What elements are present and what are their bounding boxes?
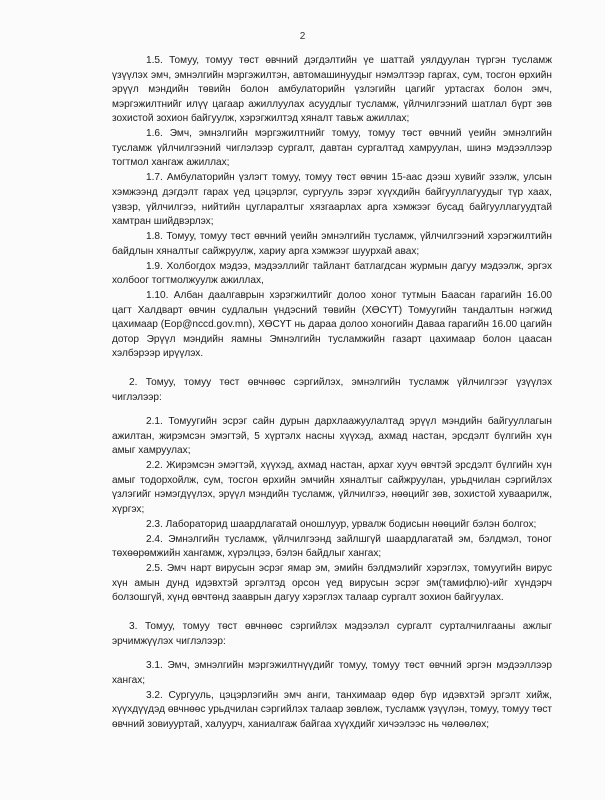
document-body <box>112 54 552 733</box>
paragraph: 3.2. Сургууль, цэцэрлэгийн эмч анги, танхимаар өдөр бүр идэвхтэй эргэлт хийж, хүүхдүүдэд өвчнөөс урьдчилан сэргийлэх талаар зөвлөж, тусламж үзүүлэн, томуу, томуу төст өвчний зовиууртай, халуурч, ханиалгаж байгаа хүүхдийг хичээлээс нь чөлөөлөх; <box>112 689 552 730</box>
paragraph: 1.5. Томуу, томуу төст өвчний дэгдэлтийн үе шаттай уялдуулан түргэн тусламж үзүүлэх эмч, эмнэлгийн мэргэжилтэн, автомашинуудыг нэмэлтээр гаргах, сум, тосгон өрхийн эрүүл мэндийн төвийн болон амбулаторийн үзлэгийн цагийг уртасгах болон эмч, мэргэжилтнийг илүү цагаар ажиллуулах асуудлыг тусламж, үйлчилгээний шатлал бүрт зөв зохистой зохион байгуулж, хэрэгжилтэд хяналт тавьж ажиллах; <box>112 55 552 125</box>
paragraph: 2.5. Эмч нарт вирусын эсрэг ямар эм, эмийн бэлдмэлийг хэрэглэх, томуугийн вирус хүн амын дунд идэвхтэй эргэлтэд орсон үед вирусын эсрэг эм(тамифлю)-ийг хүндэрч болзошгүй, хүнд өвчтөнд зааврын дагуу хэрэглэх талаар сургалт зохион байгуулах. <box>112 563 552 604</box>
paragraph: 2.4. Эмнэлгийн тусламж, үйлчилгээнд зайлшгүй шаардлагатай эм, бэлдмэл, тоног төхөөрөмжийн хангамж, хүрэлцээ, бэлэн байдлыг хангах; <box>112 533 552 560</box>
paragraph: 2.2. Жирэмсэн эмэгтэй, хүүхэд, ахмад настан, архаг хууч өвчтэй эрсдэлт бүлгийн хүн амыг тодорхойлж, сум, тосгон өрхийн эмчийн хяналтыг сайжруулан, урьдчилан сэргийлэх үзлэгийг нэмэгдүүлэх, эрүүл мэндийн тусламж, үйлчилгээ, нөөцийг зөв, зохистой хуваарилж, хүргэх; <box>112 460 552 515</box>
paragraph: 1.7. Амбулаторийн үзлэгт томуу, томуу төст өвчин 15-аас дээш хувийг эзэлж, улсын хэмжээнд дэгдэлт гарах үед цэцэрлэг, сургууль зэрэг хүүхдийн байгууллагуудыг түр хаах, үзвэр, үйлчилгээ, нийтийн цугларалтыг хязгаарлах арга хэмжээг бусад байгууллагуудтай хамтран шийдвэрлэх; <box>112 172 552 228</box>
paragraph: 1.6. Эмч, эмнэлгийн мэргэжилтнийг томуу, томуу төст өвчний үеийн эмнэлгийн тусламж үйлчилгээний чиглэлээр сургалт, давтан сургалтад хамруулан, шинэ мэдээллээр тогтмол хангаж ажиллах; <box>112 128 552 169</box>
paragraph: 2.3. Лабораторид шаардлагатай оношлуур, урвалж бодисын нөөцийг бэлэн болгох; <box>146 518 537 530</box>
page-number: 2 <box>299 31 306 42</box>
paragraph: 1.9. Холбогдох мэдээ, мэдээллийг тайлант батлагдсан журмын дагуу мэдээлж, эргэх холбоог тогтмолжуулж ажиллах, <box>112 260 552 287</box>
paragraph: 1.10. Албан даалгаврын хэрэгжилтийг долоо хоног тутмын Баасан гарагийн 16.00 цагт Халдварт өвчин судлалын үндэсний төвийн (ХӨСҮТ) Томуугийн тандалтын нэгжид цахимаар (Eop@nccd.gov.mn), ХӨСҮТ нь дараа долоо хоногийн Даваа гарагийн 16.00 цагийн дотор Эрүүл мэндийн яамны Эмнэлгийн тусламжийн газарт цахимаар болон цаасан хэлбэрээр ирүүлэх. <box>112 289 552 360</box>
paragraph: 1.8. Томуу, томуу төст өвчний үеийн эмнэлгийн тусламж, үйлчилгээний хэрэгжилтийн байдлын хяналтыг сайжруулж, хариу арга хэмжээг шуурхай авах; <box>112 231 552 257</box>
paragraph: 2.1. Томуугийн эсрэг сайн дурын дархлаажуулалтад эрүүл мэндийн байгууллагын ажилтан, жирэмсэн эмэгтэй, 5 хүртэлх насны хүүхэд, ахмад настан, эрсдэлт бүлгийн хүн амыг хамруулах; <box>112 416 552 457</box>
section-heading: 2. Томуу, томуу төст өвчнөөс сэргийлэх, эмнэлгийн тусламж үйлчилгээг үзүүлэх чиглэлээр: <box>112 376 552 403</box>
section-heading: 3. Томуу, томуу төст өвчнөөс сэргийлэх мэдээлэл сургалт сурталчилгааны ажлыг эрчимжүүлэх чиглэлээр: <box>112 621 552 647</box>
paragraph: 3.1. Эмч, эмнэлгийн мэргэжилтнүүдийг томуу, томуу төст өвчний эргэн мэдээллээр хангах; <box>112 660 552 686</box>
